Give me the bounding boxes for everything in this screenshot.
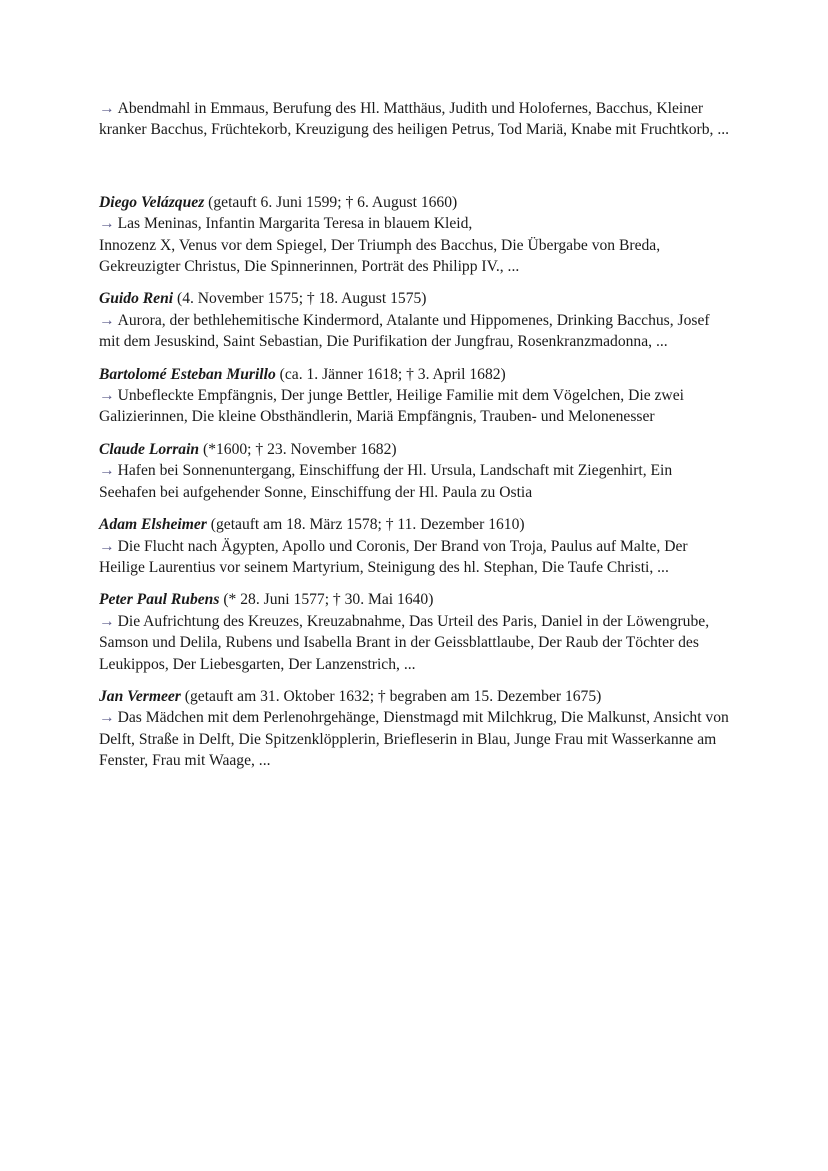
arrow-icon: →: [99, 311, 115, 329]
painter-name: Diego Velázquez: [99, 193, 205, 211]
painter-dates: (ca. 1. Jänner 1618; † 3. April 1682): [279, 365, 506, 383]
painter-name: Guido Reni: [99, 290, 174, 308]
works-list-first-line: Las Meninas, Infantin Margarita Teresa in blauem Kleid,: [117, 215, 473, 233]
painter-name: Jan Vermeer: [99, 687, 181, 705]
arrow-icon: →: [99, 709, 115, 727]
painter-dates: (getauft am 31. Oktober 1632; † begraben am 15. Dezember 1675): [184, 687, 602, 705]
painter-dates: (getauft am 18. März 1578; † 11. Dezember 1610): [210, 516, 525, 534]
works-list: Aurora, der bethlehemitische Kindermord, Atalante und Hippomenes, Drinking Bacchus, Josef mit dem Jesuskind, Saint Sebastian, Die Purifikation der Jungfrau, Rosenkranzmadonna, ...: [99, 311, 710, 351]
works-list: Hafen bei Sonnenuntergang, Einschiffung der Hl. Ursula, Landschaft mit Ziegenhirt, Ein Seehafen bei aufgehender Sonne, Einschiffung der Hl. Paula zu Ostia: [99, 462, 673, 501]
works-list: Unbefleckte Empfängnis, Der junge Bettler, Heilige Familie mit dem Vögelchen, Die zwei Galizierinnen, Die kleine Obsthändlerin, Mariä Empfängnis, Trauben- und Melonenesser: [99, 387, 684, 426]
painter-dates: (* 28. Juni 1577; † 30. Mai 1640): [223, 591, 434, 609]
arrow-icon: →: [99, 215, 115, 233]
painter-dates: (4. November 1575; † 18. August 1575): [177, 290, 427, 308]
painter-name: Adam Elsheimer: [99, 516, 207, 534]
entry-elsheimer: [99, 514, 731, 578]
arrow-icon: →: [99, 462, 115, 480]
painter-dates: (*1600; † 23. November 1682): [203, 440, 397, 458]
works-list: Innozenz X, Venus vor dem Spiegel, Der Triumph des Bacchus, Die Übergabe von Breda, Gekreuzigter Christus, Die Spinnerinnen, Porträt des Philipp IV., ...: [99, 236, 661, 276]
arrow-icon: →: [99, 612, 115, 630]
painter-name: Claude Lorrain: [99, 440, 200, 458]
entry-velazquez: [99, 192, 731, 278]
arrow-icon: →: [99, 387, 115, 405]
entry-reni: [99, 288, 731, 352]
painter-dates: (getauft 6. Juni 1599; † 6. August 1660): [208, 193, 458, 211]
entry-lorrain: [99, 439, 731, 503]
entry-vermeer: [99, 686, 731, 772]
painters-list: [99, 98, 731, 772]
works-line: [99, 213, 731, 234]
entry-murillo: [99, 364, 731, 428]
works-list: Die Aufrichtung des Kreuzes, Kreuzabnahme, Das Urteil des Paris, Daniel in der Löwengrube, Samson und Delila, Rubens und Isabella Brant in der Geissblattlaube, Der Raub der Töchter des Leukippos, Der Liebesgarten, Der Lanzenstrich, ...: [99, 612, 710, 673]
arrow-icon: →: [99, 537, 115, 555]
painter-name: Peter Paul Rubens: [99, 591, 220, 609]
entry-rubens: [99, 589, 731, 675]
works-list: Die Flucht nach Ägypten, Apollo und Coronis, Der Brand von Troja, Paulus auf Malte, Der Heilige Laurentius vor seinem Martyrium, Steinigung des hl. Stephan, Die Taufe Christi, ...: [99, 537, 688, 576]
entry-caravaggio-works: [99, 98, 731, 141]
works-list: Abendmahl in Emmaus, Berufung des Hl. Matthäus, Judith und Holofernes, Bacchus, Kleiner kranker Bacchus, Früchtekorb, Kreuzigung des heiligen Petrus, Tod Mariä, Knabe mit Fruchtkorb, ...: [99, 100, 730, 139]
works-list: Das Mädchen mit dem Perlenohrgehänge, Dienstmagd mit Milchkrug, Die Malkunst, Ansicht von Delft, Straße in Delft, Die Spitzenklöpplerin, Briefleserin in Blau, Junge Frau mit Wasserkanne am Fenster, Frau mit Waage, ...: [99, 709, 729, 770]
arrow-icon: →: [99, 100, 115, 117]
painter-name: Bartolomé Esteban Murillo: [99, 365, 276, 383]
